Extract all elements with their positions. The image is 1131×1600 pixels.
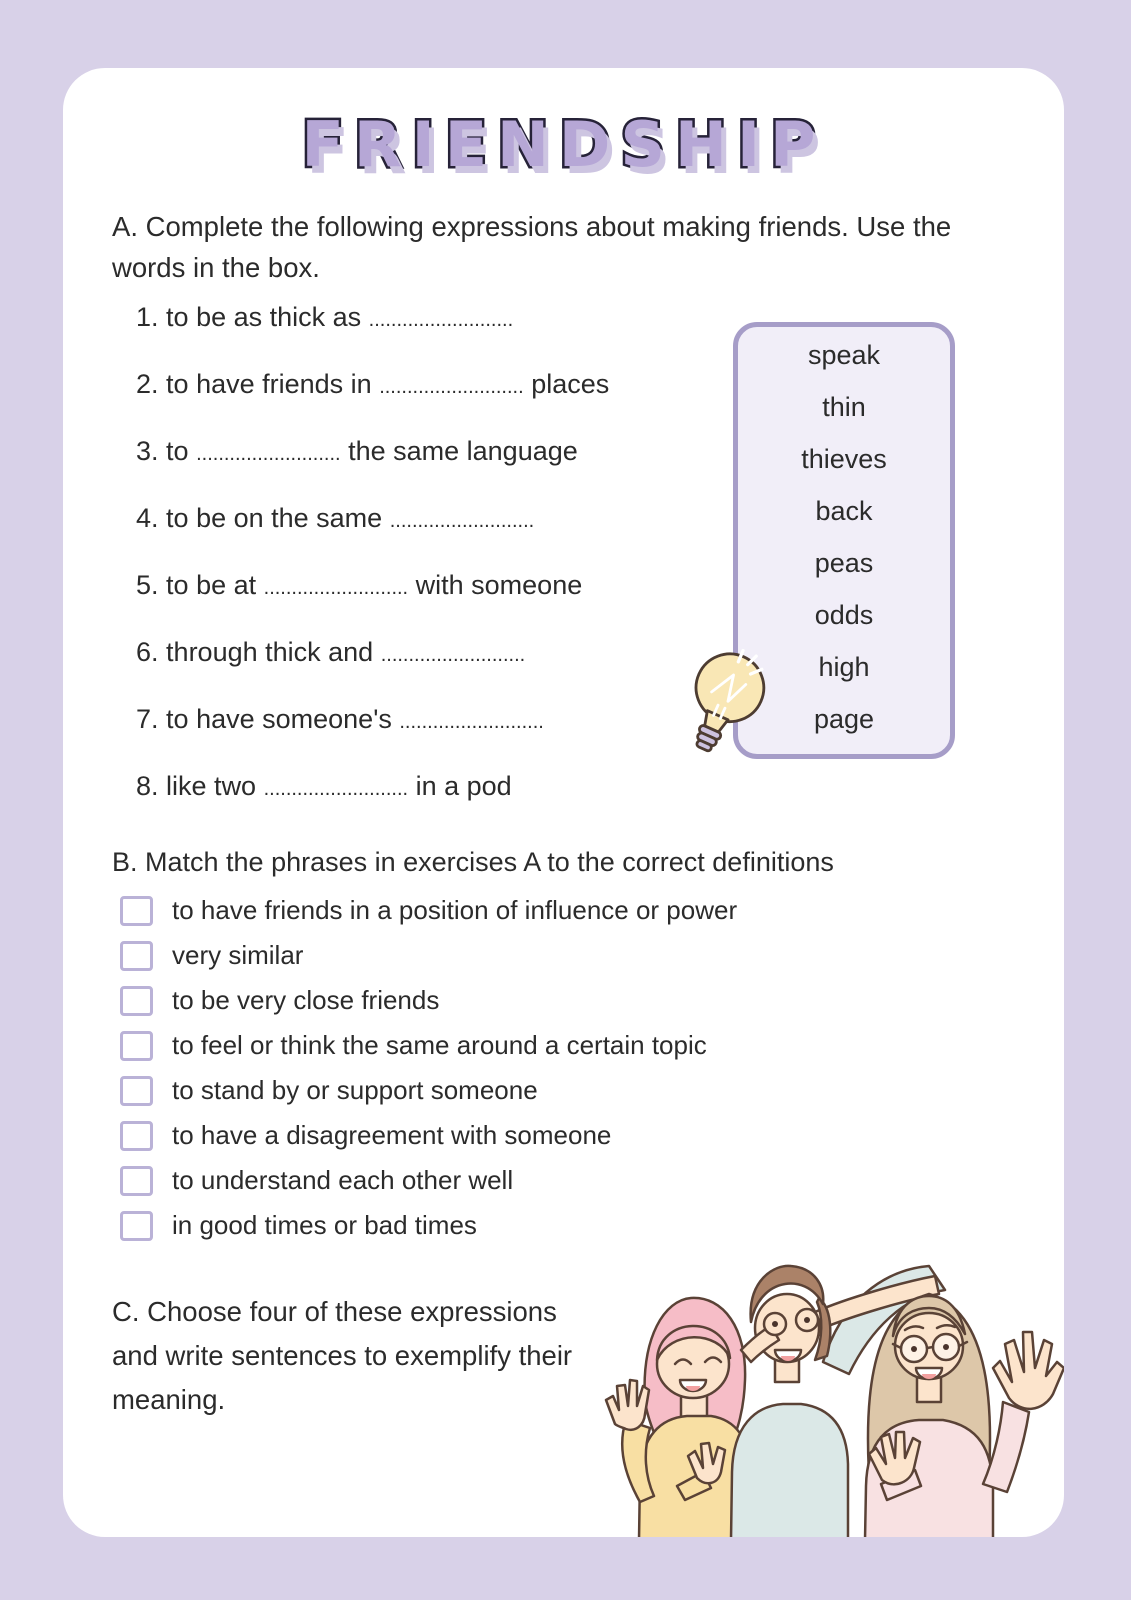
definition-label: to have friends in a position of influence or power	[172, 895, 738, 925]
answer-blank: ..........................	[263, 778, 409, 800]
expression-item	[136, 418, 609, 485]
item-text-after: in a pod	[415, 771, 512, 801]
item-text-after: the same language	[348, 436, 578, 466]
definition-checkbox[interactable]	[120, 1166, 153, 1196]
expression-item	[136, 351, 609, 418]
item-number: 4.	[136, 503, 159, 533]
item-number: 8.	[136, 771, 159, 801]
item-number: 7.	[136, 704, 159, 734]
word-bank-item: thieves	[801, 444, 887, 474]
section-b-instructions: B. Match the phrases in exercises A to the correct definitions	[112, 847, 834, 877]
definition-label: very similar	[172, 940, 304, 970]
word-bank-item: page	[813, 704, 875, 734]
word-bank-item: back	[815, 496, 873, 526]
definition-row	[120, 1068, 737, 1113]
definition-row	[120, 1158, 737, 1203]
item-text-before: to have someone's	[166, 704, 392, 734]
word-bank-item: thin	[822, 392, 866, 422]
definition-checkbox[interactable]	[120, 1031, 153, 1061]
item-text-before: like two	[166, 771, 257, 801]
expression-item	[136, 753, 609, 820]
word-bank-item: speak	[807, 340, 881, 370]
answer-blank: ..........................	[389, 510, 535, 532]
item-number: 6.	[136, 637, 159, 667]
definition-checkbox[interactable]	[120, 1121, 153, 1151]
friends-illustration	[585, 1240, 1064, 1537]
expression-item	[136, 485, 609, 552]
section-c-line: C. Choose four of these expressions	[112, 1296, 557, 1327]
definition-row	[120, 978, 737, 1023]
answer-blank: ..........................	[196, 443, 341, 465]
definition-checkbox[interactable]	[120, 1076, 153, 1106]
answer-blank: ..........................	[263, 577, 409, 599]
item-text-before: to be at	[166, 570, 257, 600]
lightbulb-icon	[681, 644, 775, 768]
item-text-after: places	[531, 369, 610, 399]
answer-blank: ..........................	[399, 711, 544, 733]
definition-checkbox[interactable]	[120, 941, 153, 971]
item-text-after: with someone	[415, 570, 583, 600]
expression-item	[136, 284, 609, 351]
definition-label: to have a disagreement with someone	[172, 1120, 612, 1150]
definition-row	[120, 888, 737, 933]
section-b-list	[120, 888, 737, 1248]
definition-row	[120, 933, 737, 978]
definition-row	[120, 1113, 737, 1158]
definition-label: to understand each other well	[172, 1165, 514, 1195]
item-text-before: to be on the same	[166, 503, 383, 533]
item-text-before: to have friends in	[166, 369, 372, 399]
word-bank-item: peas	[814, 548, 874, 578]
answer-blank: ..........................	[379, 376, 524, 398]
section-c-instructions	[112, 1290, 572, 1422]
item-number: 3.	[136, 436, 159, 466]
item-number: 1.	[136, 302, 159, 332]
worksheet-card	[63, 68, 1064, 1537]
expression-item	[136, 619, 609, 686]
item-text-before: to	[166, 436, 189, 466]
definition-checkbox[interactable]	[120, 1211, 153, 1241]
definition-label: to feel or think the same around a certain topic	[172, 1030, 707, 1060]
definition-checkbox[interactable]	[120, 986, 153, 1016]
section-a-list	[136, 284, 609, 820]
answer-blank: ..........................	[380, 644, 526, 666]
word-bank-item: high	[818, 652, 870, 682]
definition-checkbox[interactable]	[120, 896, 153, 926]
definition-label: to be very close friends	[172, 985, 440, 1015]
item-number: 5.	[136, 570, 159, 600]
answer-blank: ..........................	[368, 309, 514, 331]
item-text-before: to be as thick as	[166, 302, 362, 332]
page-title: FRIENDSHIP	[301, 108, 826, 181]
word-bank-item: odds	[814, 600, 874, 630]
section-c-line: meaning.	[112, 1384, 226, 1415]
item-text-before: through thick and	[166, 637, 374, 667]
section-c-line: and write sentences to exemplify their	[112, 1340, 573, 1371]
expression-item	[136, 552, 609, 619]
expression-item	[136, 686, 609, 753]
definition-label: in good times or bad times	[172, 1210, 477, 1240]
definition-row	[120, 1023, 737, 1068]
definition-label: to stand by or support someone	[172, 1075, 538, 1105]
item-number: 2.	[136, 369, 159, 399]
section-a-instructions: A. Complete the following expressions about making friends. Use the words in the box.	[112, 211, 952, 283]
